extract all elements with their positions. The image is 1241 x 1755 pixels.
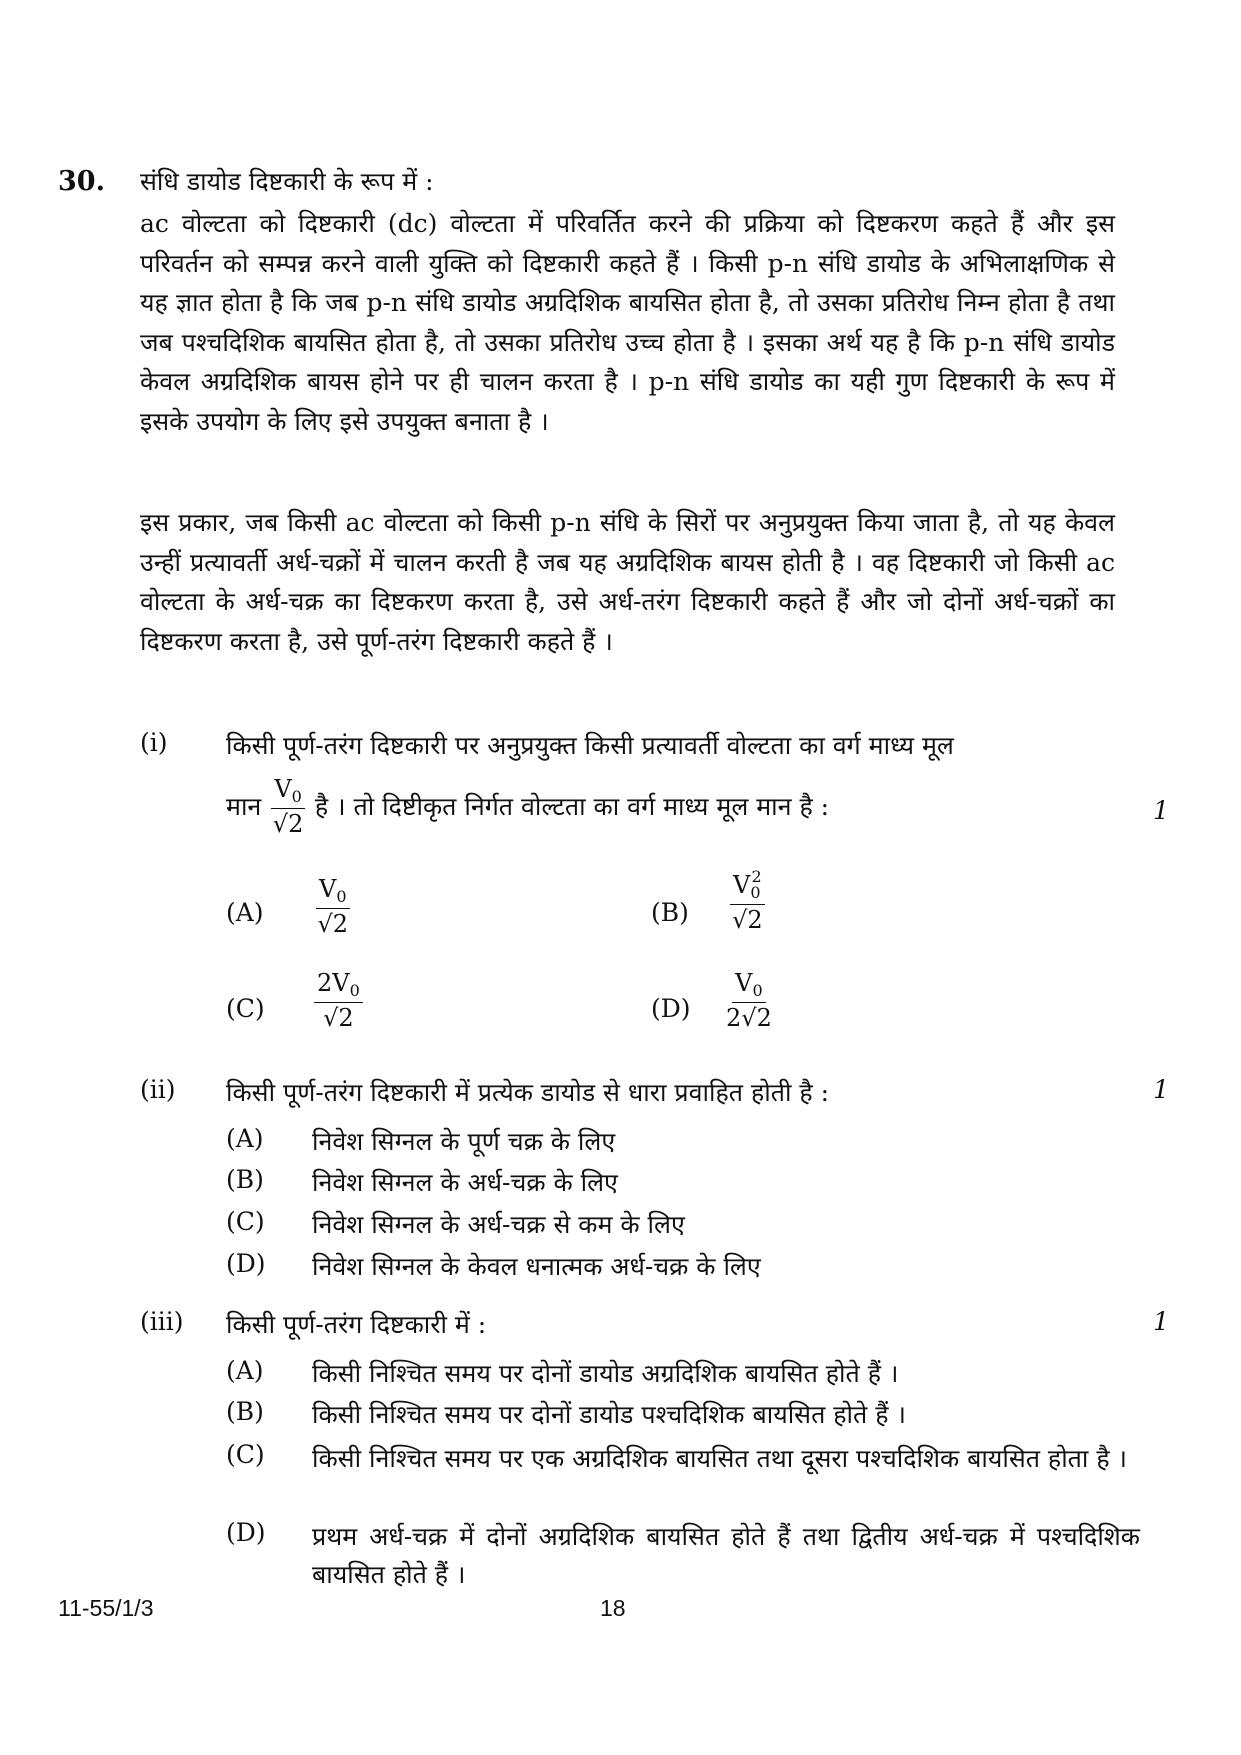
page-number: 18 [600,1595,626,1621]
subq3-option-a-label: (A) [226,1356,264,1385]
subq2-option-d-text: निवेश सिग्नल के केवल धनात्मक अर्ध-चक्र के लिए [312,1252,761,1281]
option-a-formula: $\frac{V_0}{√2}$ [317,875,349,938]
subq3-option-d-text: प्रथम अर्ध-चक्र में दोनों अग्रदिशिक बायसित होते हैं तथा द्वितीय अर्ध-चक्र में पश्चदिशिक बायसित होते हैं । [312,1522,1140,1589]
subq2-option-a-label: (A) [226,1124,264,1153]
subq2-option-a-text: निवेश सिग्नल के पूर्ण चक्र के लिए [312,1127,616,1156]
question-title: संधि डायोड दिष्टकारी के रूप में : [140,167,434,196]
subquestion-1-line2-suffix: है । तो दिष्टीकृत निर्गत वोल्टता का वर्ग माध्य मूल मान है : [314,792,830,822]
subquestion-1-line2 [226,776,829,837]
option-c-formula: $\frac{2V_0}{√2}$ [314,970,363,1031]
subq3-option-d-label: (D) [226,1518,266,1547]
subquestion-3-text: किसी पूर्ण-तरंग दिष्टकारी में : [226,1310,487,1339]
subquestion-2-number: (ii) [140,1075,176,1104]
subq2-option-c-label: (C) [226,1207,265,1236]
option-c-label: (C) [226,994,265,1023]
subq3-option-c-label: (C) [226,1440,265,1469]
subquestion-1-marks: 1 [1153,796,1169,825]
subquestion-1-line1: किसी पूर्ण-तरंग दिष्टकारी पर अनुप्रयुक्त किसी प्रत्यावर्ती वोल्टता का वर्ग माध्य मूल [226,731,954,760]
option-b-label: (B) [651,898,689,927]
subq3-option-a-text: किसी निश्चित समय पर दोनों डायोड अग्रदिशिक बायसित होते हैं । [312,1359,899,1388]
subquestion-2-text: किसी पूर्ण-तरंग दिष्टकारी में प्रत्येक डायोड से धारा प्रवाहित होती है : [226,1078,830,1107]
subq3-option-b-label: (B) [226,1397,264,1426]
subq3-option-c-text: किसी निश्चित समय पर एक अग्रदिशिक बायसित तथा दूसरा पश्चदिशिक बायसित होता है । [312,1444,1128,1473]
subq2-option-c-text: निवेश सिग्नल के अर्ध-चक्र से कम के लिए [312,1210,685,1239]
subq2-option-b-label: (B) [226,1165,264,1194]
paper-code: 11-55/1/3 [58,1595,154,1621]
subquestion-1-number: (i) [140,728,168,757]
rms-input-fraction: $\frac{V_0}{√2}$ [272,775,304,838]
subquestion-3-marks: 1 [1153,1307,1169,1336]
subquestion-1-line2-prefix: मान [226,792,262,822]
question-paragraph-2: इस प्रकार, जब किसी ac वोल्टता को किसी p-n संधि के सिरों पर अनुप्रयुक्त किया जाता है, तो यह केवल उन्हीं प्रत्यावर्ती अर्ध-चक्रों में चालन करती है जब यह अग्रदिशिक बायस होती है । वह दिष्टकारी जो किसी ac वोल्टता के अर्ध-चक्र का दिष्टकरण करता है, उसे अर्ध-तरंग दिष्टकारी कहते हैं और जो दोनों अर्ध-चक्रों का दिष्टकरण करता है, उसे पूर्ण-तरंग दिष्टकारी कहते हैं । [140,508,1115,656]
option-b-formula: $\frac{V_0^2}{√2}$ [730,868,765,933]
subq2-option-b-text: निवेश सिग्नल के अर्ध-चक्र के लिए [312,1168,618,1197]
question-paragraph-1: ac वोल्टता को दिष्टकारी (dc) वोल्टता में परिवर्तित करने की प्रक्रिया को दिष्टकरण कहते हैं और इस परिवर्तन को सम्पन्न करने वाली युक्ति को दिष्टकारी कहते हैं । किसी p-n संधि डायोड के अभिलाक्षणिक से यह ज्ञात होता है कि जब p-n संधि डायोड अग्रदिशिक बायसित होता है, तो उसका प्रतिरोध निम्न होता है तथा जब पश्चदिशिक बायसित होता है, तो उसका प्रतिरोध उच्च होता है । इसका अर्थ यह है कि p-n संधि डायोड केवल अग्रदिशिक बायस होने पर ही चालन करता है । p-n संधि डायोड का यही गुण दिष्टकारी के रूप में इसके उपयोग के लिए इसे उपयुक्त बनाता है । [140,209,1115,436]
subq2-option-d-label: (D) [226,1249,266,1278]
option-d-formula: $\frac{V_0}{2√2}$ [726,969,772,1032]
subquestion-3-number: (iii) [140,1307,184,1336]
option-a-label: (A) [226,898,264,927]
question-number: 30. [58,166,105,197]
subquestion-2-marks: 1 [1153,1075,1169,1104]
option-d-label: (D) [651,994,691,1023]
subq3-option-b-text: किसी निश्चित समय पर दोनों डायोड पश्चदिशिक बायसित होते हैं । [312,1400,906,1429]
